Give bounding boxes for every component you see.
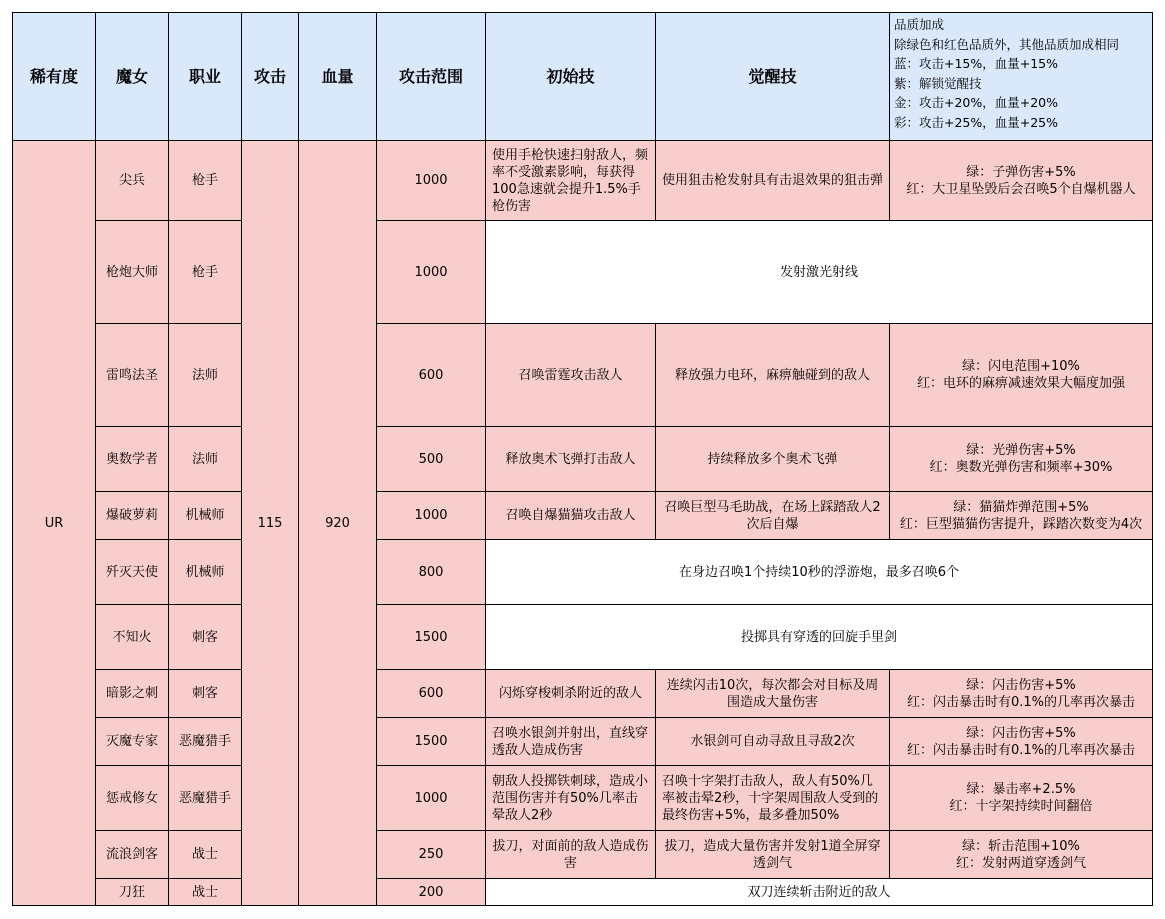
range-cell: 1500 (377, 718, 486, 766)
initial-skill: 使用手枪快速扫射敌人，频率不受激素影响，每获得100急速就会提升1.5%手枪伤害 (486, 141, 656, 221)
witch-table (12, 12, 1153, 906)
merged-skill: 发射激光射线 (486, 221, 1153, 324)
witch-name: 奥数学者 (96, 427, 169, 492)
witch-name: 惩戒修女 (96, 766, 169, 831)
awaken-skill: 召唤十字架打击敌人，敌人有50%几率被击晕2秒，十字架周围敌人受到的最终伤害+5%，最多叠加50% (656, 766, 890, 831)
red-bonus: 红：大卫星坠毁后会召唤5个自爆机器人 (906, 181, 1136, 197)
range-cell: 250 (377, 831, 486, 879)
table-row (13, 670, 1153, 718)
green-bonus: 绿：闪电范围+10% (962, 359, 1080, 374)
quality-bonus (890, 141, 1153, 221)
table-row (13, 141, 1153, 221)
quality-bonus (890, 492, 1153, 540)
awaken-skill: 水银剑可自动寻敌且寻敌2次 (656, 718, 890, 766)
initial-skill: 召唤雷霆攻击敌人 (486, 324, 656, 427)
green-bonus: 绿：闪击伤害+5% (966, 725, 1076, 741)
header-initial-skill: 初始技 (486, 13, 656, 141)
witch-name: 暗影之刺 (96, 670, 169, 718)
red-bonus: 红：电环的麻痹减速效果大幅度加强 (916, 376, 1125, 391)
attack-cell: 115 (242, 141, 299, 906)
awaken-skill: 连续闪击10次，每次都会对目标及周围造成大量伤害 (656, 670, 890, 718)
header-quality-bonus (890, 13, 1153, 141)
witch-class: 战士 (169, 831, 242, 879)
quality-line: 紫：解锁觉醒技 (894, 75, 982, 91)
range-cell: 600 (377, 670, 486, 718)
header-witch: 魔女 (96, 13, 169, 141)
range-cell: 600 (377, 324, 486, 427)
range-cell: 1000 (377, 492, 486, 540)
range-cell: 1000 (377, 766, 486, 831)
header-rarity: 稀有度 (13, 13, 96, 141)
witch-name: 爆破萝莉 (96, 492, 169, 540)
quality-bonus (890, 766, 1153, 831)
initial-skill: 释放奥术飞弹打击敌人 (486, 427, 656, 492)
witch-name: 不知火 (96, 605, 169, 670)
range-cell: 1000 (377, 141, 486, 221)
red-bonus: 红：闪击暴击时有0.1%的几率再次暴击 (906, 742, 1136, 758)
witch-name: 歼灭天使 (96, 540, 169, 605)
green-bonus: 绿：猫猫炸弹范围+5% (953, 499, 1089, 515)
witch-class: 枪手 (169, 141, 242, 221)
quality-line: 蓝：攻击+15%，血量+15% (894, 56, 1059, 71)
quality-line: 品质加成 (894, 17, 945, 32)
witch-name: 枪炮大师 (96, 221, 169, 324)
table-row (13, 427, 1153, 492)
initial-skill: 闪烁穿梭刺杀附近的敌人 (486, 670, 656, 718)
witch-name: 灭魔专家 (96, 718, 169, 766)
table-row (13, 718, 1153, 766)
red-bonus: 红：十字架持续时间翻倍 (949, 799, 1093, 814)
green-bonus: 绿：光弹伤害+5% (966, 443, 1076, 458)
merged-skill: 在身边召唤1个持续10秒的浮游炮，最多召唤6个 (486, 540, 1153, 605)
header-class: 职业 (169, 13, 242, 141)
green-bonus: 绿：闪击伤害+5% (966, 677, 1076, 693)
rarity-cell: UR (13, 141, 96, 906)
header-awaken-skill: 觉醒技 (656, 13, 890, 141)
range-cell: 200 (377, 879, 486, 906)
witch-class: 刺客 (169, 670, 242, 718)
witch-name: 流浪剑客 (96, 831, 169, 879)
green-bonus: 绿：暴击率+2.5% (966, 782, 1076, 797)
table-row (13, 879, 1153, 906)
witch-name: 刀狂 (96, 879, 169, 906)
header-range: 攻击范围 (377, 13, 486, 141)
witch-class: 法师 (169, 427, 242, 492)
witch-class: 法师 (169, 324, 242, 427)
quality-line: 彩：攻击+25%，血量+25% (894, 114, 1059, 130)
initial-skill: 朝敌人投掷铁刺球，造成小范围伤害并有50%几率击晕敌人2秒 (486, 766, 656, 831)
witch-class: 恶魔猎手 (169, 766, 242, 831)
red-bonus: 红：奥数光弹伤害和频率+30% (929, 460, 1113, 475)
quality-bonus (890, 670, 1153, 718)
header-hp: 血量 (299, 13, 377, 141)
witch-class: 机械师 (169, 540, 242, 605)
header-row (13, 13, 1153, 141)
witch-class: 枪手 (169, 221, 242, 324)
awaken-skill: 持续释放多个奥术飞弹 (656, 427, 890, 492)
range-cell: 1000 (377, 221, 486, 324)
awaken-skill: 拔刀，造成大量伤害并发射1道全屏穿透剑气 (656, 831, 890, 879)
quality-bonus (890, 831, 1153, 879)
table-row (13, 492, 1153, 540)
red-bonus: 红：巨型猫猫伤害提升，踩踏次数变为4次 (899, 516, 1143, 532)
table-row (13, 324, 1153, 427)
red-bonus: 红：闪击暴击时有0.1%的几率再次暴击 (906, 694, 1136, 710)
table-row (13, 605, 1153, 670)
range-cell: 500 (377, 427, 486, 492)
quality-bonus (890, 427, 1153, 492)
red-bonus: 红：发射两道穿透剑气 (955, 855, 1086, 871)
green-bonus: 绿：斩击范围+10% (962, 838, 1080, 854)
table-row (13, 766, 1153, 831)
initial-skill: 召唤自爆猫猫攻击敌人 (486, 492, 656, 540)
initial-skill: 拔刀，对面前的敌人造成伤害 (486, 831, 656, 879)
witch-name: 雷鸣法圣 (96, 324, 169, 427)
table-row (13, 831, 1153, 879)
table-row (13, 540, 1153, 605)
range-cell: 1500 (377, 605, 486, 670)
awaken-skill: 使用狙击枪发射具有击退效果的狙击弹 (656, 141, 890, 221)
witch-class: 恶魔猎手 (169, 718, 242, 766)
table-row (13, 221, 1153, 324)
witch-class: 机械师 (169, 492, 242, 540)
initial-skill: 召唤水银剑并射出，直线穿透敌人造成伤害 (486, 718, 656, 766)
quality-line: 金：攻击+20%，血量+20% (894, 95, 1059, 110)
merged-skill: 双刀连续斩击附近的敌人 (486, 879, 1153, 906)
quality-bonus (890, 718, 1153, 766)
awaken-skill: 召唤巨型马毛助战，在场上踩踏敌人2次后自爆 (656, 492, 890, 540)
quality-line: 除绿色和红色品质外，其他品质加成相同 (894, 36, 1120, 52)
witch-class: 战士 (169, 879, 242, 906)
quality-bonus (890, 324, 1153, 427)
range-cell: 800 (377, 540, 486, 605)
merged-skill: 投掷具有穿透的回旋手里剑 (486, 605, 1153, 670)
header-attack: 攻击 (242, 13, 299, 141)
witch-name: 尖兵 (96, 141, 169, 221)
awaken-skill: 释放强力电环，麻痹触碰到的敌人 (656, 324, 890, 427)
witch-class: 刺客 (169, 605, 242, 670)
green-bonus: 绿：子弹伤害+5% (966, 164, 1076, 180)
hp-cell: 920 (299, 141, 377, 906)
